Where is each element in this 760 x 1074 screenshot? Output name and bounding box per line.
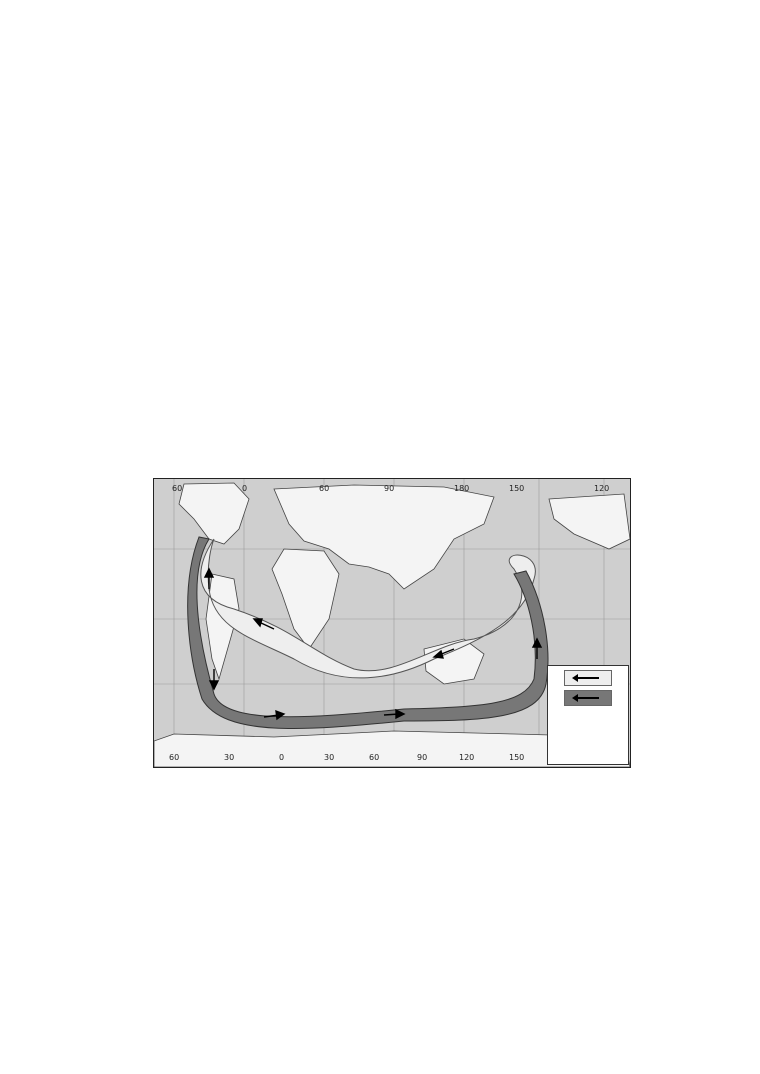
top-tick-0: 60 xyxy=(172,484,183,493)
left-arrow-icon xyxy=(577,697,599,699)
left-arrow-icon xyxy=(577,677,599,679)
bottom-tick-1: 30 xyxy=(224,753,235,762)
figure-caption xyxy=(0,797,760,812)
thermohaline-map xyxy=(153,478,631,768)
bottom-tick-5: 90 xyxy=(417,753,428,762)
top-tick-3: 90 xyxy=(384,484,395,493)
top-tick-1: 0 xyxy=(242,484,248,493)
map-legend xyxy=(547,665,629,765)
top-tick-6: 150 xyxy=(509,484,525,493)
top-tick-5: 180 xyxy=(454,484,470,493)
bottom-tick-6: 120 xyxy=(459,753,475,762)
legend-deep-swatch xyxy=(564,690,612,706)
part-instructions xyxy=(82,335,682,357)
top-tick-7: 120 xyxy=(594,484,610,493)
bottom-tick-4: 60 xyxy=(369,753,380,762)
bottom-tick-0: 60 xyxy=(169,753,180,762)
bottom-tick-7: 150 xyxy=(509,753,525,762)
legend-surface-swatch xyxy=(564,670,612,686)
page-footer xyxy=(0,979,760,994)
top-tick-2: 60 xyxy=(319,484,330,493)
bottom-tick-3: 30 xyxy=(324,753,335,762)
bottom-tick-2: 0 xyxy=(279,753,285,762)
